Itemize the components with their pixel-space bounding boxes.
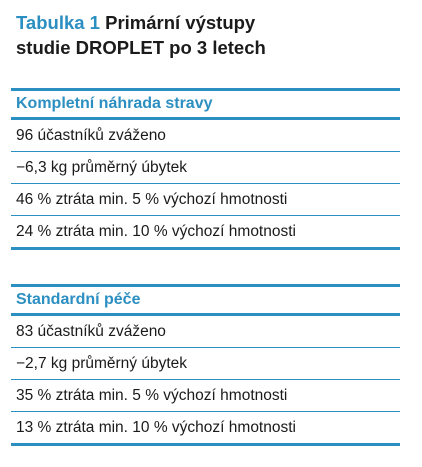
table-row: −6,3 kg průměrný úbytek	[11, 152, 400, 184]
table-row: −2,7 kg průměrný úbytek	[11, 348, 400, 380]
table-row: 24 % ztráta min. 10 % výchozí hmotnosti	[11, 216, 400, 250]
section-complete-meal-replacement	[11, 88, 400, 250]
section-standard-care	[11, 284, 400, 446]
title-text-1: Primární výstupy	[105, 12, 256, 33]
title-line-2: studie DROPLET po 3 letech	[16, 37, 266, 58]
table-row: 83 účastníků zváženo	[11, 316, 400, 348]
section-heading: Kompletní náhrada stravy	[11, 88, 400, 120]
table-row: 96 účastníků zváženo	[11, 120, 400, 152]
table-row: 35 % ztráta min. 5 % výchozí hmotnosti	[11, 380, 400, 412]
table-label: Tabulka 1	[16, 12, 100, 33]
section-heading: Standardní péče	[11, 284, 400, 316]
title-line-1	[16, 10, 396, 35]
table-title	[16, 10, 396, 60]
table-row: 46 % ztráta min. 5 % výchozí hmotnosti	[11, 184, 400, 216]
table-row: 13 % ztráta min. 10 % výchozí hmotnosti	[11, 412, 400, 446]
